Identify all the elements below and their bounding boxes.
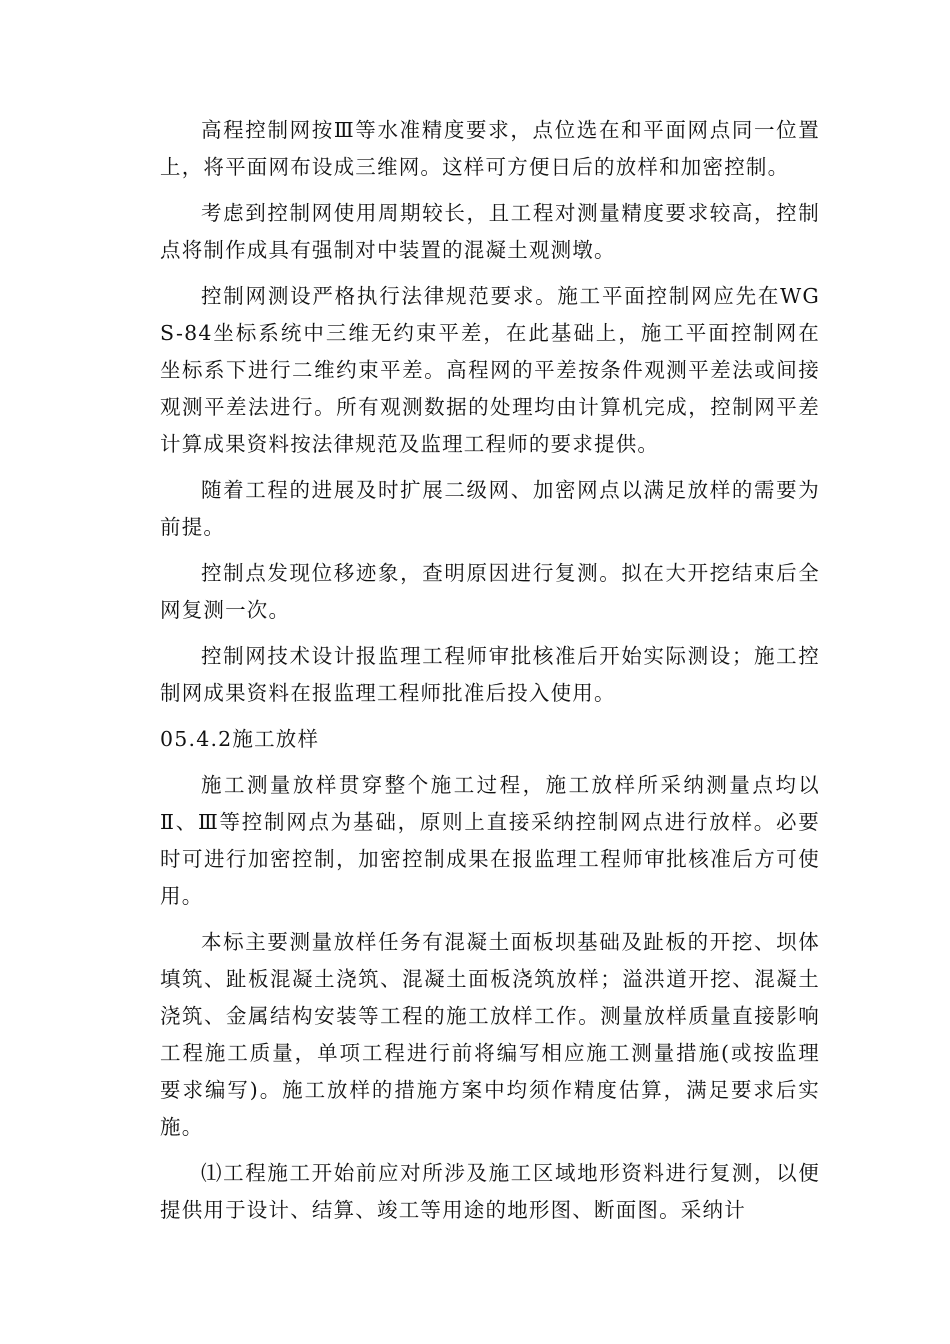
paragraph-staking-tasks: 本标主要测量放样任务有混凝土面板坝基础及趾板的开挖、坝体填筑、趾板混凝土浇筑、混凝土面板浇筑放样；溢洪道开挖、混凝土浇筑、金属结构安装等工程的施工放样工作。测量放样质量直接影响工程施工质量，单项工程进行前将编写相应施工测量措施(或按监理要求编写)。施工放样的措施方案中均须作精度估算，满足要求后实施。 [160,930,820,1139]
paragraph-terrain-retest: ⑴工程施工开始前应对所涉及施工区域地形资料进行复测，以便提供用于设计、结算、竣工等用途的地形图、断面图。采纳计 [160,1161,820,1222]
paragraph-retest: 控制点发现位移迹象，查明原因进行复测。拟在大开挖结束后全网复测一次。 [160,561,820,622]
paragraph-elevation-network: 高程控制网按Ⅲ等水准精度要求，点位选在和平面网点同一位置上，将平面网布设成三维网。这样可方便日后的放样和加密控制。 [160,118,820,179]
paragraph-approval: 控制网技术设计报监理工程师审批核准后开始实际测设；施工控制网成果资料在报监理工程师批准后投入使用。 [160,644,820,705]
paragraph-network-adjustment: 控制网测设严格执行法律规范要求。施工平面控制网应先在WGS-84坐标系统中三维无约束平差，在此基础上，施工平面控制网在坐标系下进行二维约束平差。高程网的平差按条件观测平差法或间接观测平差法进行。所有观测数据的处理均由计算机完成，控制网平差计算成果资料按法律规范及监理工程师的要求提供。 [160,284,820,456]
paragraph-staking-overview: 施工测量放样贯穿整个施工过程，施工放样所采纳测量点均以Ⅱ、Ⅲ等控制网点为基础，原则上直接采纳控制网点进行放样。必要时可进行加密控制，加密控制成果在报监理工程师审批核准后方可使用。 [160,773,820,908]
paragraph-network-expansion: 随着工程的进展及时扩展二级网、加密网点以满足放样的需要为前提。 [160,478,820,539]
section-heading: 05.4.2施工放样 [160,727,320,751]
paragraph-observation-pier: 考虑到控制网使用周期较长，且工程对测量精度要求较高，控制点将制作成具有强制对中装置的混凝土观测墩。 [160,201,820,262]
